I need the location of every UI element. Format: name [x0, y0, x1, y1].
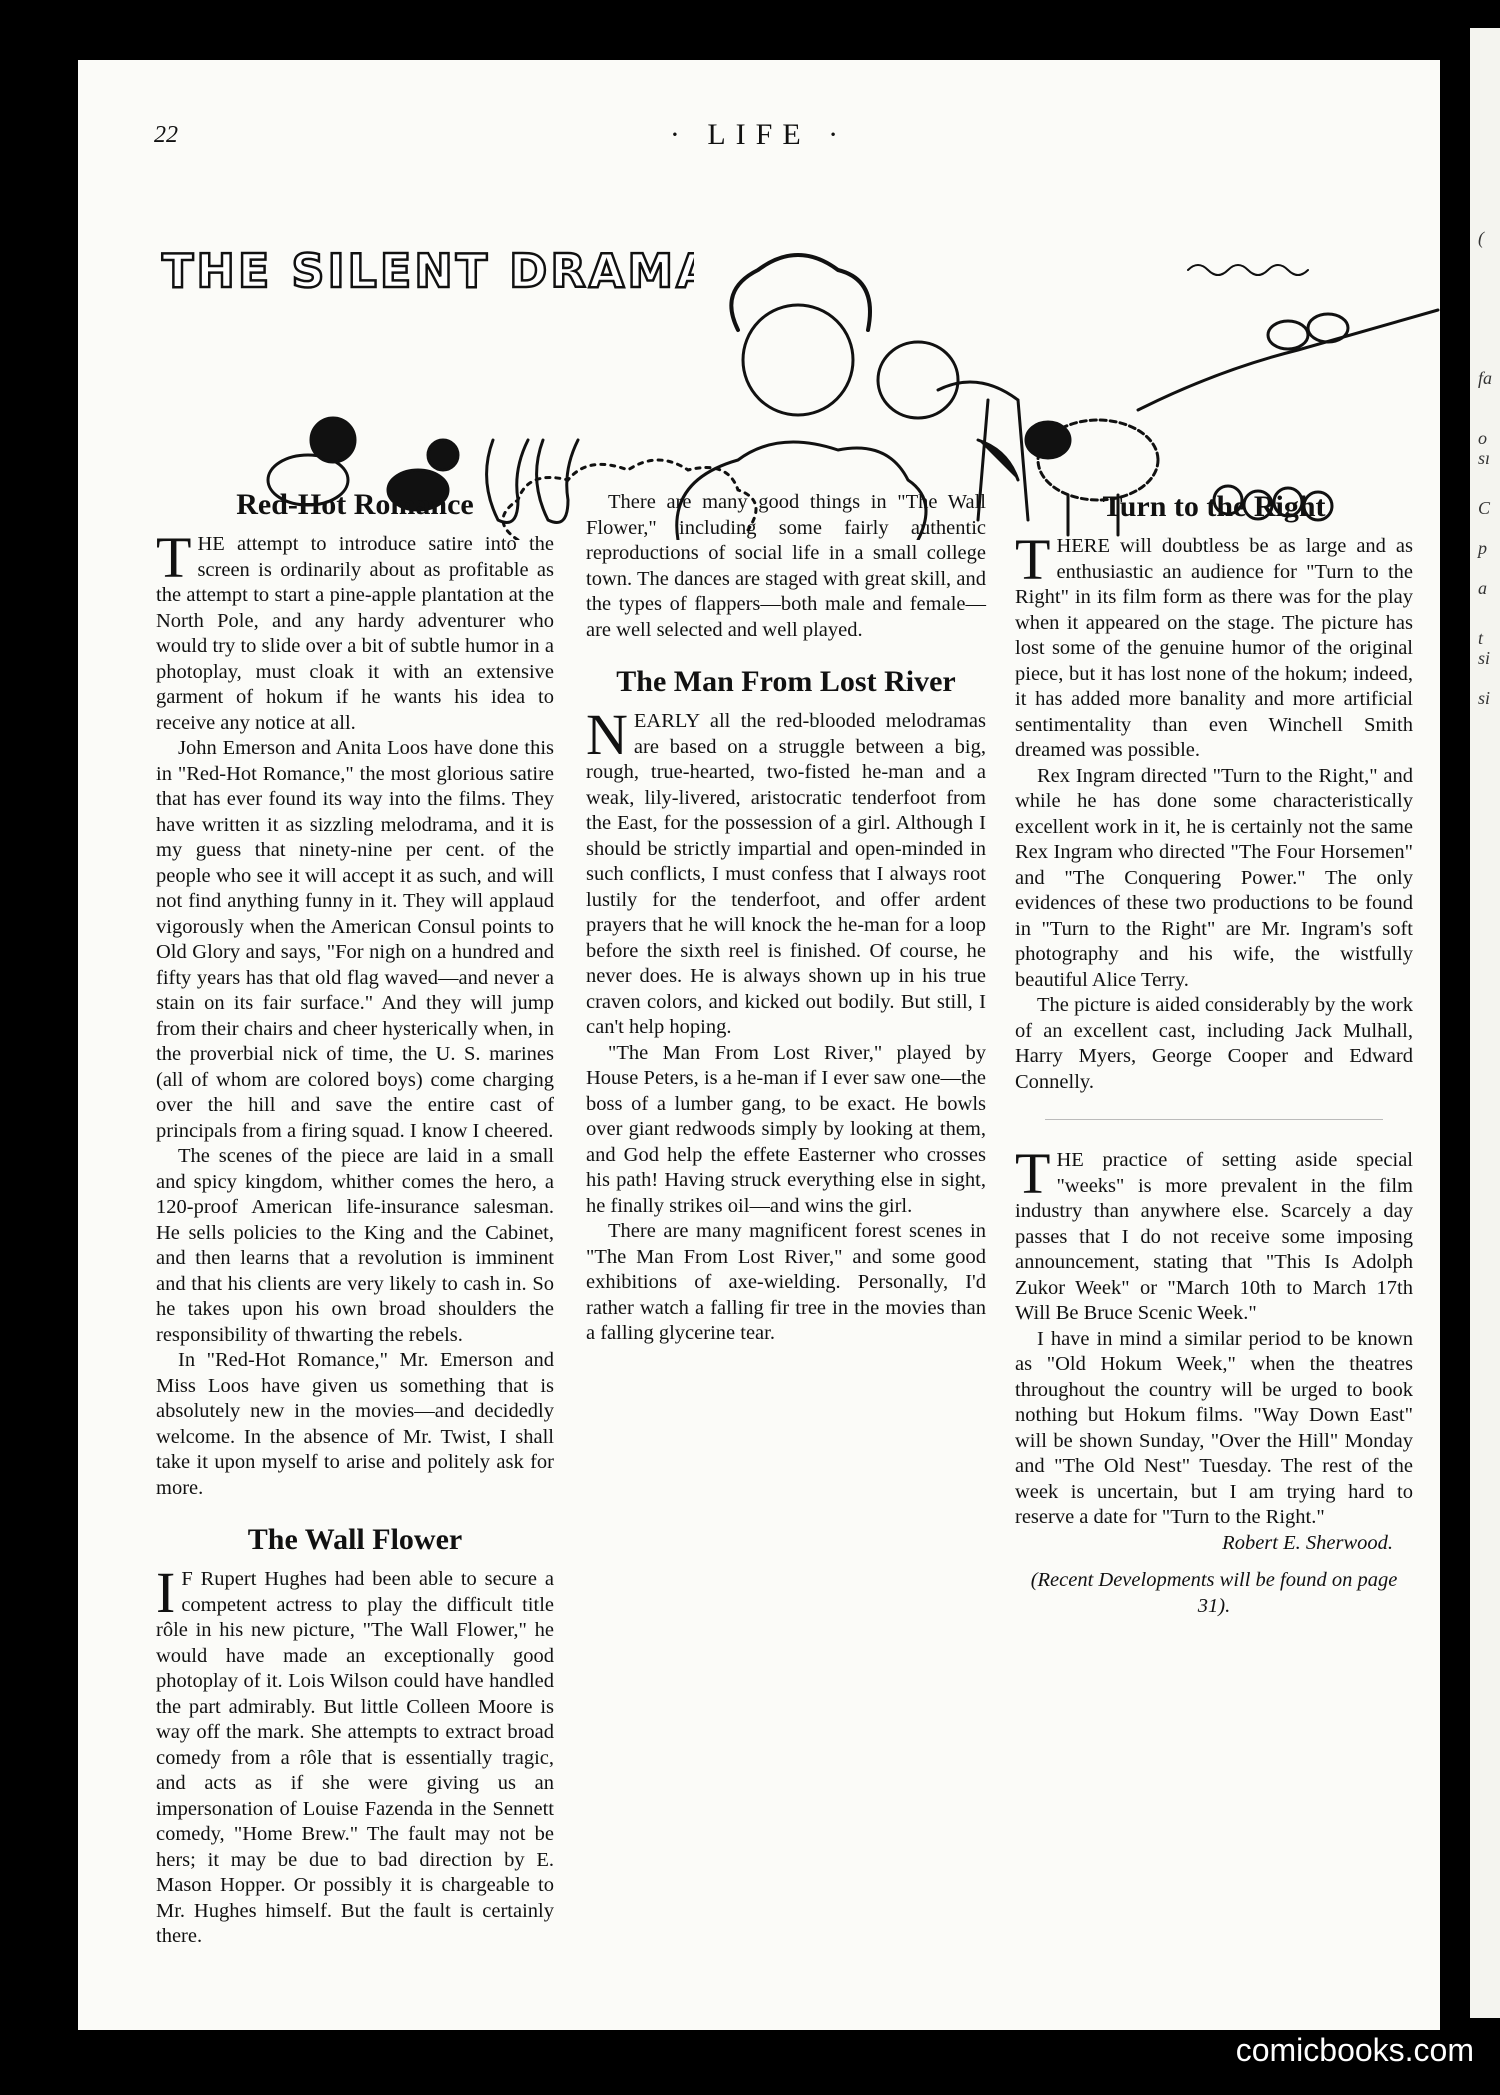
- paragraph: In "Red-Hot Romance," Mr. Emerson and Miss Loos have given us something that is absolutely new in the movies—and decidedly welcome. In the absence of Mr. Twist, I shall take it upon myself to arise and politely ask for more.: [156, 1349, 554, 1499]
- artist-signature-icon: [1188, 265, 1308, 275]
- article-title-lost-river: The Man From Lost River: [616, 665, 956, 698]
- paragraph: I F Rupert Hughes had been able to secure a competent actress to play the difficult title rôle in his new picture, "The Wall Flower," he would have made an exceptionally good photoplay of it. Lois Wilson could have handled the part admirably. But little Colleen Moore is way off the mark. She attempts to extract broad comedy from a rôle that is essentially tragic, and acts as if she were giving us an impersonation of Louise Fazenda in the Sennett comedy, "Home Brew." The fault may not be hers; it may be due to bad direction by E. Mason Hopper. Or possibly it is chargeable to Mr. Hughes himself. But the fault is certainly there.: [156, 1560, 554, 1947]
- adjacent-page-edge: [1470, 28, 1500, 2018]
- adjacent-text: si: [1478, 688, 1491, 708]
- drop-cap: N: [586, 702, 628, 767]
- article-title-wall-flower: The Wall Flower: [247, 1523, 463, 1556]
- running-head: · LIFE ·: [669, 118, 849, 151]
- adjacent-text: (: [1478, 228, 1484, 248]
- column-3: [1015, 490, 1413, 1619]
- paragraph: The picture is aided considerably by the work of an excellent cast, including Jack Mulhall, Harry Myers, George Cooper and Edward Connelly.: [1015, 994, 1413, 1093]
- paragraph: THERE will doubtless be as large and as enthusiastic an audience for "Turn to the Right" in its film form as there was for the play when it appeared on the stage. The picture has lost some of the genuine humor of the original piece, but it has lost none of the hokum; indeed, it has added more banality and more artificial sentimentality than even Winchell Smith dreamed was possible.: [1015, 527, 1413, 761]
- adjacent-text: C: [1478, 498, 1491, 518]
- article-title-red-hot: Red-Hot Romance: [236, 488, 474, 521]
- adjacent-text: a: [1478, 578, 1487, 598]
- adjacent-text: t: [1478, 628, 1484, 648]
- girl-head-icon: [743, 305, 853, 415]
- adjacent-text: o: [1478, 428, 1487, 448]
- paragraph: There are many magnificent forest scenes in "The Man From Lost River," and some good exhibitions of axe-wielding. Personally, I'd rather watch a falling fir tree in the movies than a falling glycerine tear.: [586, 1220, 986, 1344]
- bird-icon: [1268, 321, 1308, 349]
- adjacent-text: fa: [1478, 368, 1493, 388]
- bird-icon-2: [1308, 314, 1348, 342]
- paragraph: NEARLY all the red-blooded melodramas are based on a struggle between a big, rough, true-hearted, two-fisted he-man and a weak, lily-livered, aristocratic tenderfoot from the East, for the possession of a girl. Although I should be strictly impartial and open-minded in such conflicts, I must confess that I always root lustily for the tenderfoot, and offer ardent prayers that he will knock the he-man for a loop before the sixth reel is finished. Of course, he never does. He is always shown up in his true craven colors, and kicked out bodily. But still, I can't help hoping.: [586, 702, 986, 1038]
- site-watermark: comicbooks.com: [1235, 2032, 1474, 2068]
- section-title-text: THE SILENT DRAMA: [162, 244, 694, 298]
- paragraph: Rex Ingram directed "Turn to the Right," and while he has done some characteristically excellent work in it, he is certainly not the same Rex Ingram who directed "The Four Horsemen" and "The Conquering Power." The only evidences of these two productions to be found in "Turn to the Right" are Mr. Ingram's soft photography and his wife, the wistfully beautiful Alice Terry.: [1015, 764, 1413, 991]
- section-divider: [1045, 1119, 1383, 1120]
- paragraph: THE attempt to introduce satire into the screen is ordinarily about as profitable as the attempt to start a pine-apple plantation at the North Pole, and any hardy adventurer who would try to slide over a bit of subtle humor in a photoplay, must cloak it with an extensive garment of hokum if he wants his idea to receive any notice at all.: [156, 525, 554, 734]
- paragraph: The scenes of the piece are laid in a small and spicy kingdom, whither comes the hero, a 120-proof American life-insurance salesman. He sells policies to the King and the Cabinet, and then learns that a revolution is imminent and that his clients are very likely to cash in. So he takes upon his own broad shoulders the responsibility of thwarting the rebels.: [156, 1145, 554, 1346]
- adjacent-text: si: [1478, 648, 1491, 668]
- paragraph: John Emerson and Anita Loos have done this in "Red-Hot Romance," the most glorious satire that has ever found its way into the films. They have written it as sizzling melodrama, and it is my guess that ninety-nine per cent. of the people who see it will accept it as such, and will not find anything funny in it. They will applaud vigorously when the American Consul points to Old Glory and says, "For nigh on a hundred and fifty years has that old flag waved—and never a stain on its fair surface." And they will jump from their chairs and cheer hysterically when, in the proverbial nick of time, the U. S. marines (all of whom are colored boys) come charging over the hill and save the entire cast of principals from a firing squad. I know I cheered.: [156, 737, 554, 1142]
- article-title-turn-right: Turn to the Right: [1102, 490, 1326, 523]
- adjacent-text: p: [1478, 538, 1487, 558]
- adjacent-text: sı: [1478, 448, 1491, 468]
- page-number: 22: [154, 122, 178, 148]
- column-2: [586, 490, 986, 1347]
- footnote: (Recent Developments will be found on page 31).: [1030, 1569, 1398, 1617]
- drop-cap: T: [156, 525, 192, 590]
- drop-cap: T: [1015, 527, 1051, 592]
- paragraph: "The Man From Lost River," played by House Peters, is a he-man if I ever saw one—the boss of a lumber gang, to be exact. He bowls over giant redwoods simply by looking at them, and God help the effete Easterner who crosses his path! Having struck everything else in sight, he finally strikes oil—and wins the girl.: [586, 1041, 986, 1217]
- branch-icon: [1138, 310, 1438, 410]
- paragraph: THE practice of setting aside special "weeks" is more prevalent in the film industry than anywhere else. Scarcely a day passes that I do not receive some imposing announcement, stating that "This Is Adolph Zukor Week" or "March 10th to March 17th Will Be Bruce Scenic Week.": [1015, 1141, 1413, 1324]
- paragraph: There are many good things in "The Wall Flower," including some fairly authentic reproductions of social life in a small college town. The dances are staged with great skill, and the types of flappers—both male and female—are well selected and well played.: [586, 491, 986, 641]
- drop-cap: T: [1015, 1141, 1051, 1206]
- paragraph: I have in mind a similar period to be known as "Old Hokum Week," when the theatres throughout the country will be urged to book nothing but Hokum films. "Way Down East" will be shown Sunday, "Over the Hill" Monday and "The Old Nest" Tuesday. The rest of the week is uncertain, but I am trying hard to reserve a date for "Turn to the Right.": [1015, 1327, 1413, 1528]
- drop-cap: I: [156, 1560, 176, 1625]
- column-1: [156, 488, 554, 1950]
- author-signature: Robert E. Sherwood.: [1222, 1531, 1393, 1554]
